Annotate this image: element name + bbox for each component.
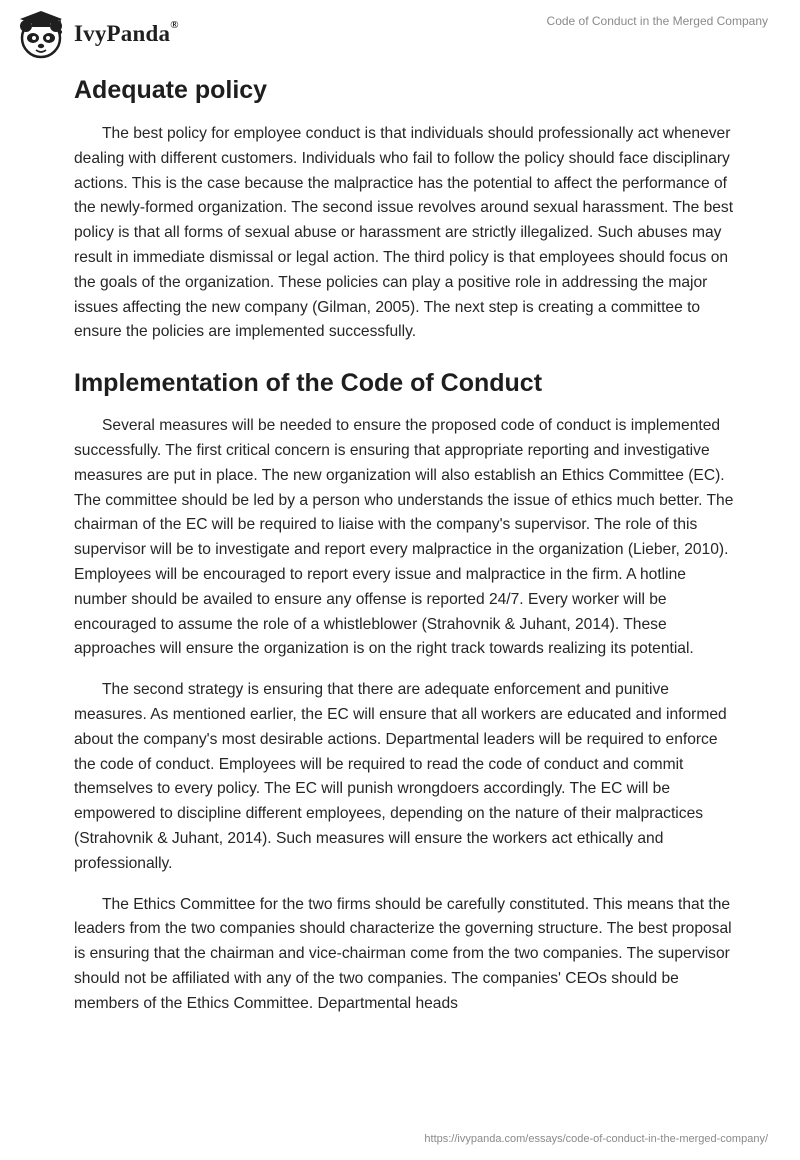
page-header	[0, 0, 800, 70]
paragraph: The Ethics Committee for the two firms should be carefully constituted. This means that the leaders from the two companies should characterize the governing structure. The best proposal is ensuring that the chairman and vice-chairman come from the two companies. The supervisor should not be affiliated with any of the two companies. The companies' CEOs should be members of the Ethics Committee. Departmental heads	[74, 895, 732, 1012]
paragraph: The best policy for employee conduct is that individuals should professionally act whenever dealing with different customers. Individuals who fail to follow the policy should face disciplinary actions. This is the case because the malpractice has the potential to affect the performance of the newly-formed organization. The second issue revolves around sexual harassment. The best policy is that all forms of sexual abuse or harassment are strictly illegalized. Such abuses may result in immediate dismissal or legal action. The third policy is that employees should focus on the goals of the organization. These policies can play a positive role in addressing the major issues affecting the new company (Gilman, 2005). The next step is creating a committee to ensure the policies are implemented successfully.	[74, 125, 734, 341]
essay-content	[74, 70, 734, 1017]
ivypanda-logo[interactable]	[14, 7, 179, 61]
section-heading-adequate-policy: Adequate policy	[74, 76, 268, 104]
panda-graduate-logo-icon	[14, 7, 68, 61]
source-url[interactable]: https://ivypanda.com/essays/code-of-conduct-in-the-merged-company/	[424, 1133, 768, 1145]
document-title: Code of Conduct in the Merged Company	[546, 14, 768, 28]
paragraph: Several measures will be needed to ensure the proposed code of conduct is implemented successfully. The first critical concern is ensuring that appropriate reporting and investigative measures are put in place. The new organization will also establish an Ethics Committee (EC). The committee should be led by a person who understands the issue of ethics much better. The chairman of the EC will be required to liaise with the company's supervisor. The role of this supervisor will be to investigate and report every malpractice in the organization (Lieber, 2010). Employees will be encouraged to report every issue and malpractice in the firm. A hotline number should be availed to ensure any offense is reported 24/7. Every worker will be encouraged to assume the role of a whistleblower (Strahovnik & Juhant, 2014). These approaches will ensure the organization is on the right track towards realizing its potential.	[74, 417, 734, 658]
paragraph: The second strategy is ensuring that there are adequate enforcement and punitive measures. As mentioned earlier, the EC will ensure that all workers are educated and informed about the company's most desirable actions. Departmental leaders will be required to enforce the code of conduct. Employees will be required to read the code of conduct and commit themselves to every policy. The EC will punish wrongdoers accordingly. The EC will be empowered to discipline different employees, depending on the nature of their malpractices (Strahovnik & Juhant, 2014). Such measures will ensure the workers act ethically and professionally.	[74, 681, 727, 872]
brand-name: IvyPanda®	[74, 19, 179, 46]
section-heading-implementation: Implementation of the Code of Conduct	[74, 369, 543, 398]
